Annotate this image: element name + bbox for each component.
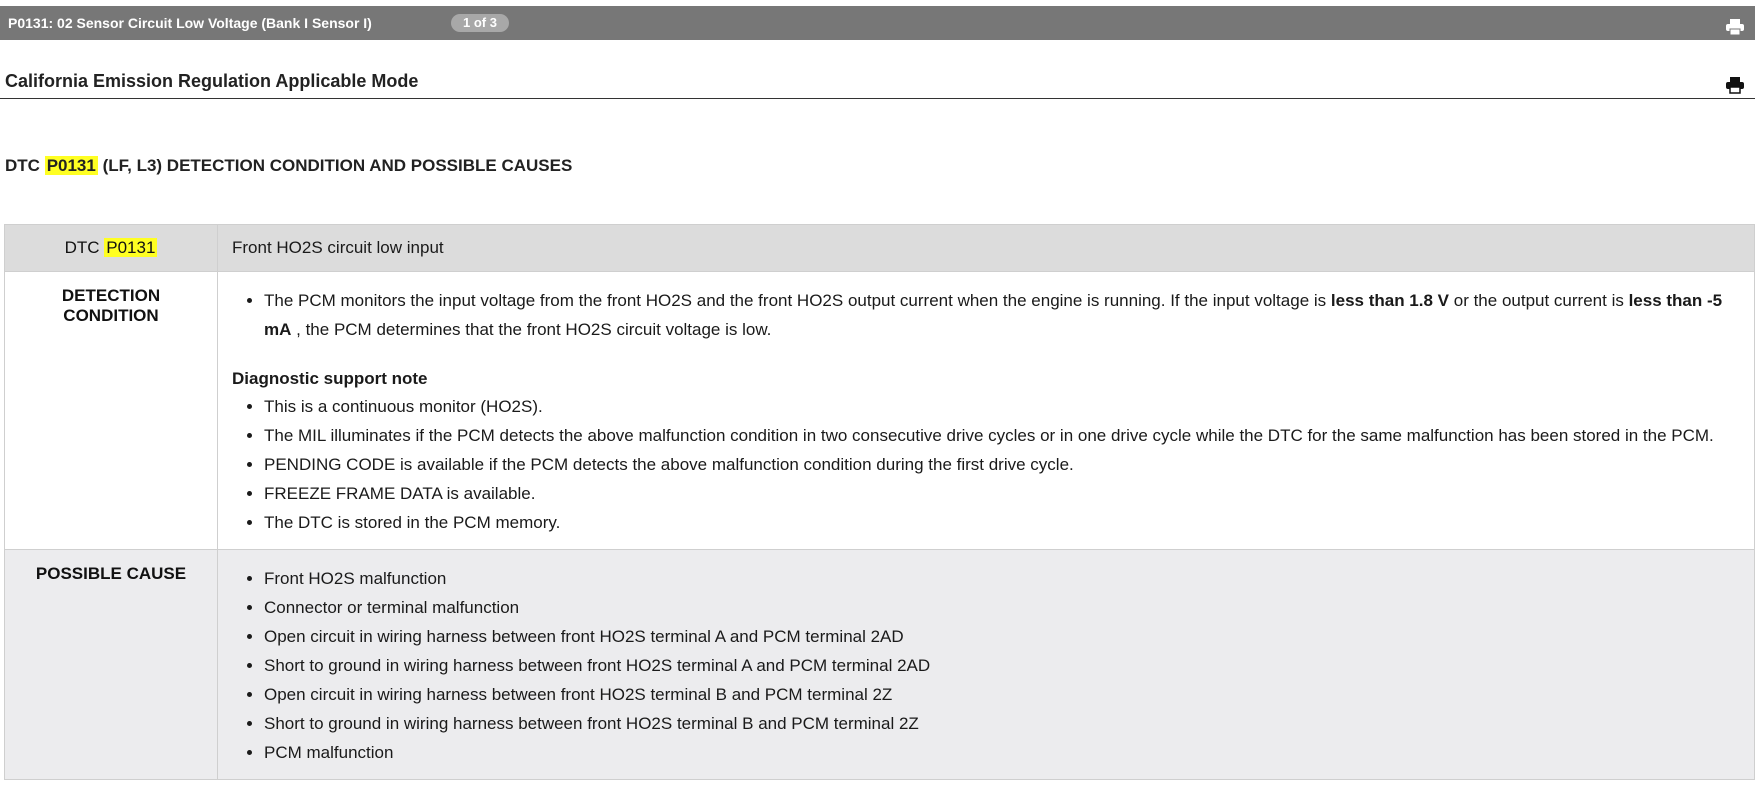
dtc-table bbox=[4, 224, 1755, 780]
list-item: • PENDING CODE is available if the PCM detects the above malfunction condition during the first drive cycle. bbox=[264, 450, 1742, 479]
list-item: • The DTC is stored in the PCM memory. bbox=[264, 508, 1742, 537]
printer-icon[interactable] bbox=[1725, 76, 1745, 99]
cause-label: POSSIBLE CAUSE bbox=[5, 550, 218, 780]
text-span: , the PCM determines that the front HO2S circuit voltage is low. bbox=[296, 320, 772, 339]
page-indicator-badge[interactable]: 1 of 3 bbox=[451, 14, 509, 32]
subheader-title: California Emission Regulation Applicable Mode bbox=[5, 71, 419, 91]
dtc-label-cell bbox=[5, 225, 218, 272]
table-row-cause bbox=[5, 550, 1755, 780]
text-span: or the output current is bbox=[1453, 291, 1624, 310]
list-item: • FREEZE FRAME DATA is available. bbox=[264, 479, 1742, 508]
list-item: • Short to ground in wiring harness between front HO2S terminal B and PCM terminal 2Z bbox=[264, 709, 1742, 738]
section-heading bbox=[5, 156, 572, 176]
topbar bbox=[0, 6, 1755, 40]
list-item: • Open circuit in wiring harness between front HO2S terminal A and PCM terminal 2AD bbox=[264, 622, 1742, 651]
dtc-code-highlight: P0131 bbox=[46, 156, 96, 175]
threshold-voltage: less than 1.8 V bbox=[1330, 291, 1450, 310]
table-row-header bbox=[5, 225, 1755, 272]
list-item: • This is a continuous monitor (HO2S). bbox=[264, 392, 1742, 421]
document-title: P0131: 02 Sensor Circuit Low Voltage (Bank I Sensor I) bbox=[8, 15, 372, 31]
heading-prefix: DTC bbox=[5, 156, 40, 175]
list-item: • The MIL illuminates if the PCM detects the above malfunction condition in two consecutive drive cycles or in one drive cycle while the DTC for the same malfunction has been stored in the PCM. bbox=[264, 421, 1742, 450]
dtc-description: Front HO2S circuit low input bbox=[218, 225, 1755, 272]
printer-icon[interactable] bbox=[1725, 18, 1745, 41]
list-item: • PCM malfunction bbox=[264, 738, 1742, 767]
list-item: • Front HO2S malfunction bbox=[264, 564, 1742, 593]
note-heading: Diagnostic support note bbox=[232, 369, 428, 388]
heading-suffix: (LF, L3) DETECTION CONDITION AND POSSIBLE CAUSES bbox=[102, 156, 573, 175]
notes-list bbox=[232, 392, 1742, 537]
text-span: The PCM monitors the input voltage from the front HO2S and the front HO2S output current when the engine is running. If the input voltage is bbox=[264, 291, 1327, 310]
detection-list bbox=[232, 286, 1742, 344]
list-item bbox=[264, 286, 1742, 344]
list-item: • Short to ground in wiring harness between front HO2S terminal A and PCM terminal 2AD bbox=[264, 651, 1742, 680]
dtc-label-prefix: DTC bbox=[64, 238, 100, 257]
cause-content bbox=[218, 550, 1755, 780]
detection-content bbox=[218, 272, 1755, 550]
cause-list bbox=[232, 564, 1742, 767]
section-subheader bbox=[0, 62, 1755, 99]
dtc-code-highlight: P0131 bbox=[106, 238, 156, 257]
threshold-current: less than -5 mA bbox=[264, 291, 1723, 339]
table-row-detection bbox=[5, 272, 1755, 550]
list-item: • Open circuit in wiring harness between front HO2S terminal B and PCM terminal 2Z bbox=[264, 680, 1742, 709]
list-item: • Connector or terminal malfunction bbox=[264, 593, 1742, 622]
detection-label: DETECTION CONDITION bbox=[5, 272, 218, 550]
